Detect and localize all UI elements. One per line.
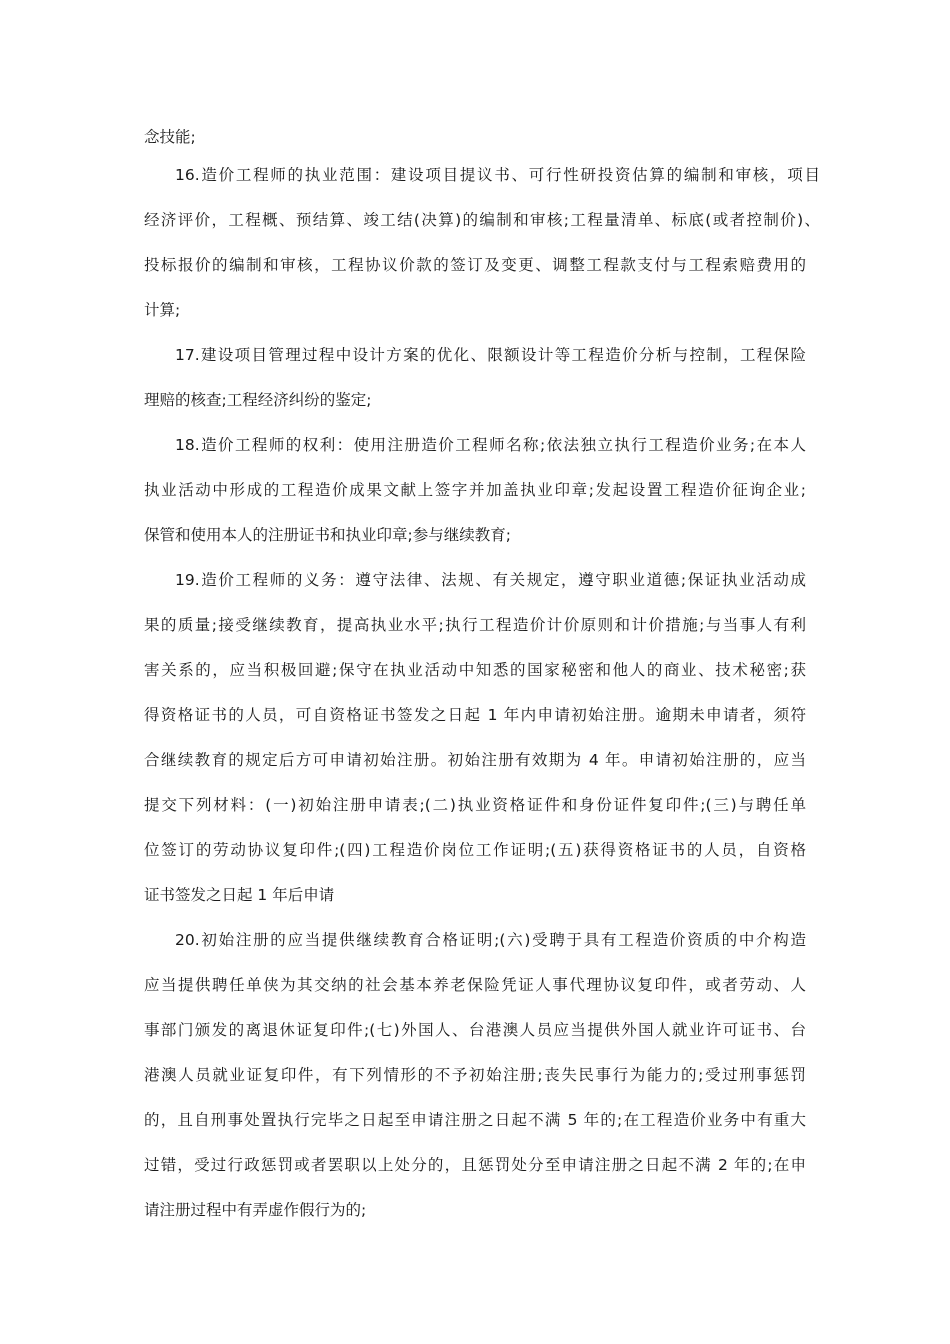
text-line: 合继续教育的规定后方可申请初始注册。初始注册有效期为 4 年。申请初始注册的，应当 <box>144 751 806 769</box>
text-line: 证书签发之日起 1 年后申请 <box>144 886 335 904</box>
text-line: 事部门颁发的离退休证复印件;(七)外国人、台港澳人员应当提供外国人就业许可证书、台 <box>144 1021 806 1039</box>
text-line: 16.造价工程师的执业范围：建设项目提议书、可行性研投资估算的编制和审核，项目 <box>175 166 820 184</box>
text-line: 害关系的，应当积极回避;保守在执业活动中知悉的国家秘密和他人的商业、技术秘密;获 <box>144 661 806 679</box>
text-line: 果的质量;接受继续教育，提高执业水平;执行工程造价计价原则和计价措施;与当事人有利 <box>144 616 806 634</box>
text-line: 理赔的核查;工程经济纠纷的鉴定; <box>144 391 372 409</box>
text-line: 18.造价工程师的权利：使用注册造价工程师名称;依法独立执行工程造价业务;在本人 <box>175 436 806 454</box>
text-line: 过错，受过行政惩罚或者罢职以上处分的，且惩罚处分至申请注册之日起不满 2 年的;在申 <box>144 1156 806 1174</box>
text-line: 19.造价工程师的义务：遵守法律、法规、有关规定，遵守职业道德;保证执业活动成 <box>175 571 806 589</box>
text-line: 的，且自刑事处置执行完毕之日起至申请注册之日起不满 5 年的;在工程造价业务中有重大 <box>144 1111 806 1129</box>
text-line: 执业活动中形成的工程造价成果文献上签字并加盖执业印章;发起设置工程造价征询企业; <box>144 481 806 499</box>
text-line: 港澳人员就业证复印件，有下列情形的不予初始注册;丧失民事行为能力的;受过刑事惩罚 <box>144 1066 806 1084</box>
text-line: 位签订的劳动协议复印件;(四)工程造价岗位工作证明;(五)获得资格证书的人员，自资格 <box>144 841 806 859</box>
text-line: 计算; <box>144 301 181 319</box>
text-line: 投标报价的编制和审核，工程协议价款的签订及变更、调整工程款支付与工程索赔费用的 <box>144 256 806 274</box>
text-line: 17.建设项目管理过程中设计方案的优化、限额设计等工程造价分析与控制，工程保险 <box>175 346 806 364</box>
text-line: 应当提供聘任单侠为其交纳的社会基本养老保险凭证人事代理协议复印件，或者劳动、人 <box>144 976 806 994</box>
text-line: 念技能; <box>144 128 196 146</box>
text-line: 经济评价，工程概、预结算、竣工结(决算)的编制和审核;工程量清单、标底(或者控制价)、 <box>144 211 820 229</box>
text-line: 保管和使用本人的注册证书和执业印章;参与继续教育; <box>144 526 511 544</box>
text-line: 请注册过程中有弄虚作假行为的; <box>144 1201 367 1219</box>
text-line: 提交下列材料：(一)初始注册申请表;(二)执业资格证件和身份证件复印件;(三)与聘任单 <box>144 796 806 814</box>
text-line: 20.初始注册的应当提供继续教育合格证明;(六)受聘于具有工程造价资质的中介构造 <box>175 931 806 949</box>
text-line: 得资格证书的人员，可自资格证书签发之日起 1 年内申请初始注册。逾期未申请者，须符 <box>144 706 806 724</box>
